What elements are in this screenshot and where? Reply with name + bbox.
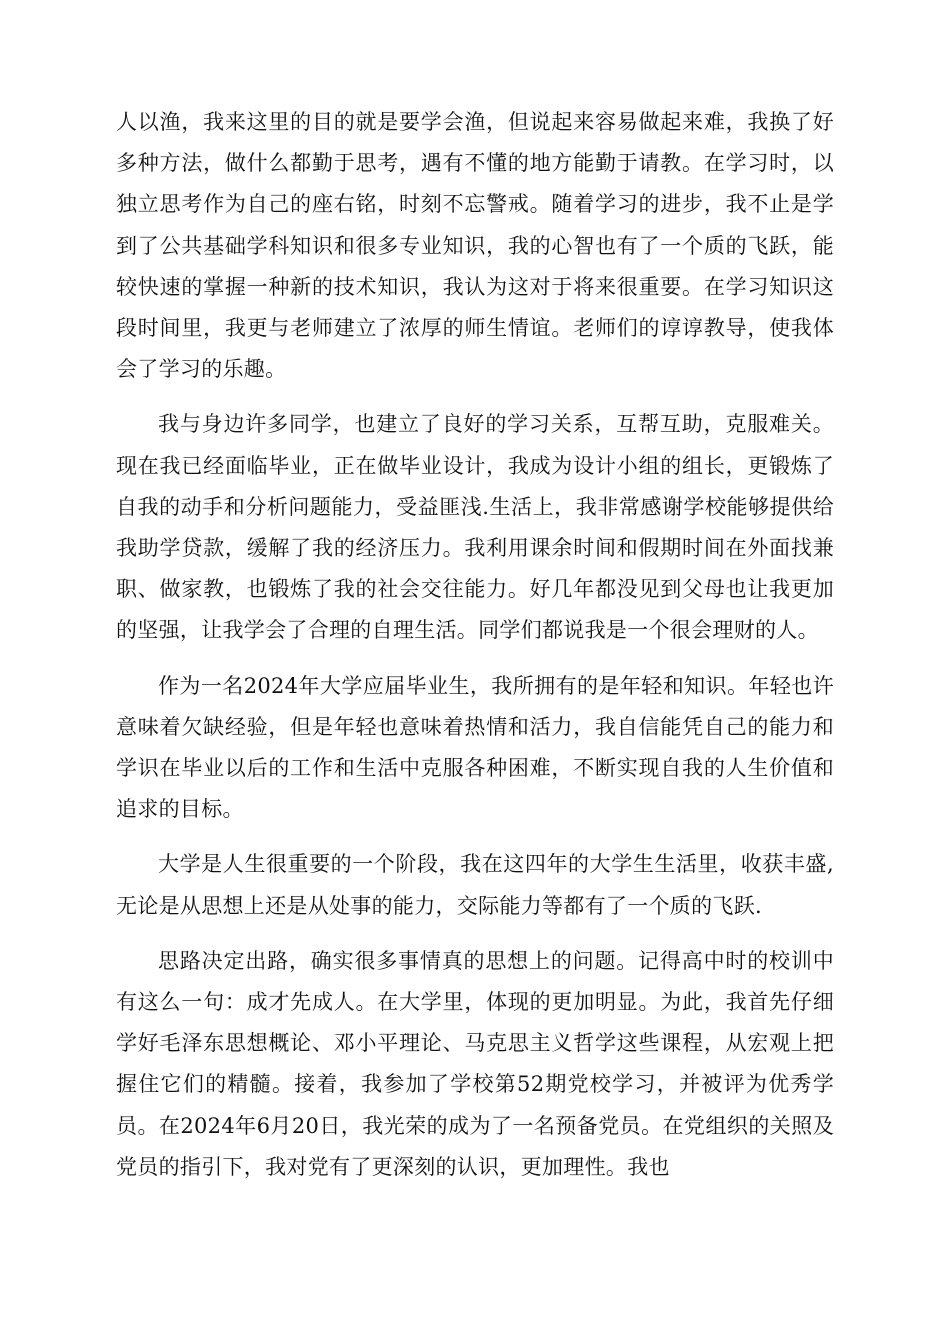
paragraph-3: 作为一名2024年大学应届毕业生，我所拥有的是年轻和知识。年轻也许意味着欠缺经验，但是年轻也意味着热情和活力，我自信能凭自己的能力和学识在毕业以后的工作和生活中克服各种困难，不断实现自我的人生价值和追求的目标。 <box>116 673 834 822</box>
paragraph-1: 人以渔，我来这里的目的就是要学会渔，但说起来容易做起来难，我换了好多种方法，做什么都勤于思考，遇有不懂的地方能勤于请教。在学习时，以独立思考作为自己的座右铭，时刻不忘警戒。随着学习的进步，我不止是学到了公共基础学科知识和很多专业知识，我的心智也有了一个质的飞跃，能较快速的掌握一种新的技术知识，我认为这对于将来很重要。在学习知识这段时间里，我更与老师建立了浓厚的师生情谊。老师们的谆谆教导，使我体会了学习的乐趣。 <box>116 110 834 382</box>
paragraph-2: 我与身边许多同学，也建立了良好的学习关系，互帮互助，克服难关。现在我已经面临毕业，正在做毕业设计，我成为设计小组的组长，更锻炼了自我的动手和分析问题能力，受益匪浅.生活上，我非常感谢学校能够提供给我助学贷款，缓解了我的经济压力。我利用课余时间和假期时间在外面找兼职、做家教，也锻炼了我的社会交往能力。好几年都没见到父母也让我更加的坚强，让我学会了合理的自理生活。同学们都说我是一个很会理财的人。 <box>116 412 834 643</box>
paragraph-5: 思路决定出路，确实很多事情真的思想上的问题。记得高中时的校训中有这么一句：成才先成人。在大学里，体现的更加明显。为此，我首先仔细学好毛泽东思想概论、邓小平理论、马克思主义哲学这些课程，从宏观上把握住它们的精髓。接着，我参加了学校第52期党校学习，并被评为优秀学员。在2024年6月20日，我光荣的成为了一名预备党员。在党组织的关照及党员的指引下，我对党有了更深刻的认识，更加理性。我也 <box>116 948 834 1179</box>
document-body <box>116 102 834 1202</box>
paragraph-4: 大学是人生很重要的一个阶段，我在这四年的大学生生活里，收获丰盛,无论是从思想上还是从处事的能力，交际能力等都有了一个质的飞跃. <box>116 852 834 918</box>
